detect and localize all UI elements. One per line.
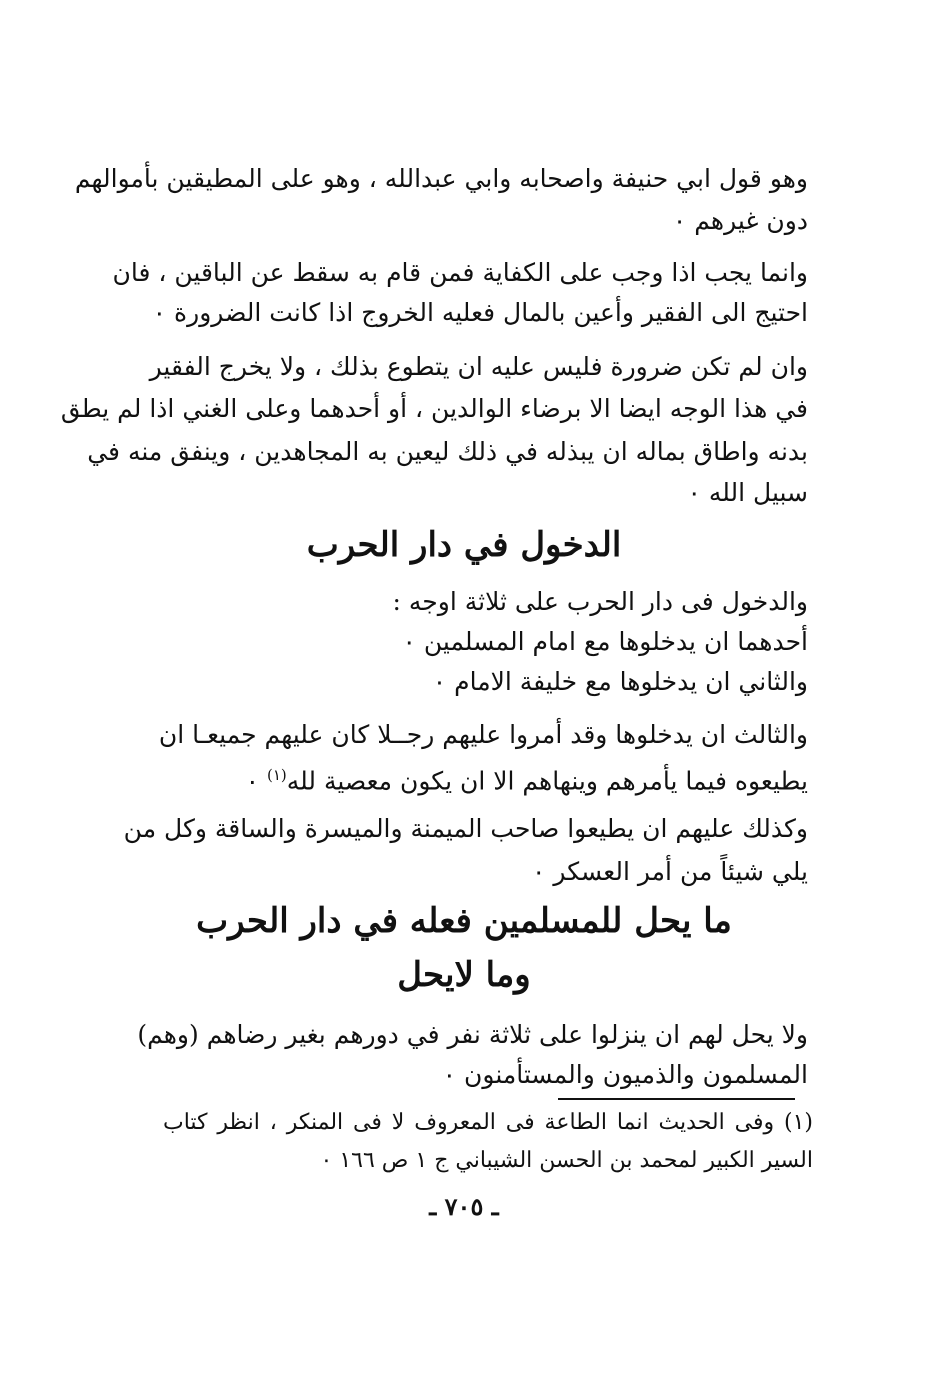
body-line: بدنه واطاق بماله ان يبذله في ذلك ليعين به المجاهدين ، وينفق منه في (87, 437, 808, 466)
section-heading: الدخول في دار الحرب (306, 525, 622, 565)
body-line: يلي شيئاً من أمر العسكر ٠ (532, 857, 808, 886)
body-text: يطيعوه فيما يأمرهم وينهاهم الا ان يكون معصية لله (286, 766, 808, 796)
body-line: أحدهما ان يدخلوها مع امام المسلمين ٠ (402, 627, 808, 656)
body-line: ولا يحل لهم ان ينزلوا على ثلاثة نفر في دورهم بغير رضاهم (وهم) (137, 1020, 808, 1049)
page-number: ـ ٧٠٥ ـ (429, 1192, 499, 1221)
body-line: المسلمون والذميون والمستأمنون ٠ (442, 1060, 808, 1089)
footnote-separator (558, 1098, 795, 1100)
body-line: سبيل الله ٠ (687, 478, 808, 507)
section-heading: ما يحل للمسلمين فعله في دار الحرب (196, 901, 732, 941)
body-line: دون غيرهم ٠ (672, 206, 808, 235)
footnote-reference: (١) (266, 766, 287, 784)
section-heading: وما لايحل (397, 955, 531, 995)
body-line: وان لم تكن ضرورة فليس عليه ان يتطوع بذلك ، ولا يخرج الفقير (149, 352, 808, 381)
footnote-line: (١) وفى الحديث انما الطاعة فى المعروف لا فى المنكر ، انظر كتاب (163, 1110, 813, 1135)
footnote-line: السير الكبير لمحمد بن الحسن الشيباني ج ١ ص ١٦٦ ٠ (320, 1148, 813, 1173)
body-line: في هذا الوجه ايضا الا برضاء الوالدين ، أو أحدهما وعلى الغني اذا لم يطق (60, 394, 808, 423)
body-line: احتيج الى الفقير وأعين بالمال فعليه الخروج اذا كانت الضرورة ٠ (152, 298, 808, 327)
body-line: والثاني ان يدخلوها مع خليفة الامام ٠ (432, 667, 808, 696)
period-mark: ٠ (245, 766, 259, 796)
body-line: والثالث ان يدخلوها وقد أمروا عليهم رجــلا كان عليهم جميعـا ان (158, 720, 808, 749)
body-line: والدخول فى دار الحرب على ثلاثة اوجه : (392, 587, 808, 616)
body-line: وانما يجب اذا وجب على الكفاية فمن قام به سقط عن الباقين ، فان (112, 258, 808, 287)
body-line: وكذلك عليهم ان يطيعوا صاحب الميمنة والميسرة والساقة وكل من (123, 814, 808, 843)
body-line (163, 758, 808, 794)
body-line: وهو قول ابي حنيفة واصحابه وابي عبدالله ، وهو على المطيقين بأموالهم (74, 164, 808, 193)
